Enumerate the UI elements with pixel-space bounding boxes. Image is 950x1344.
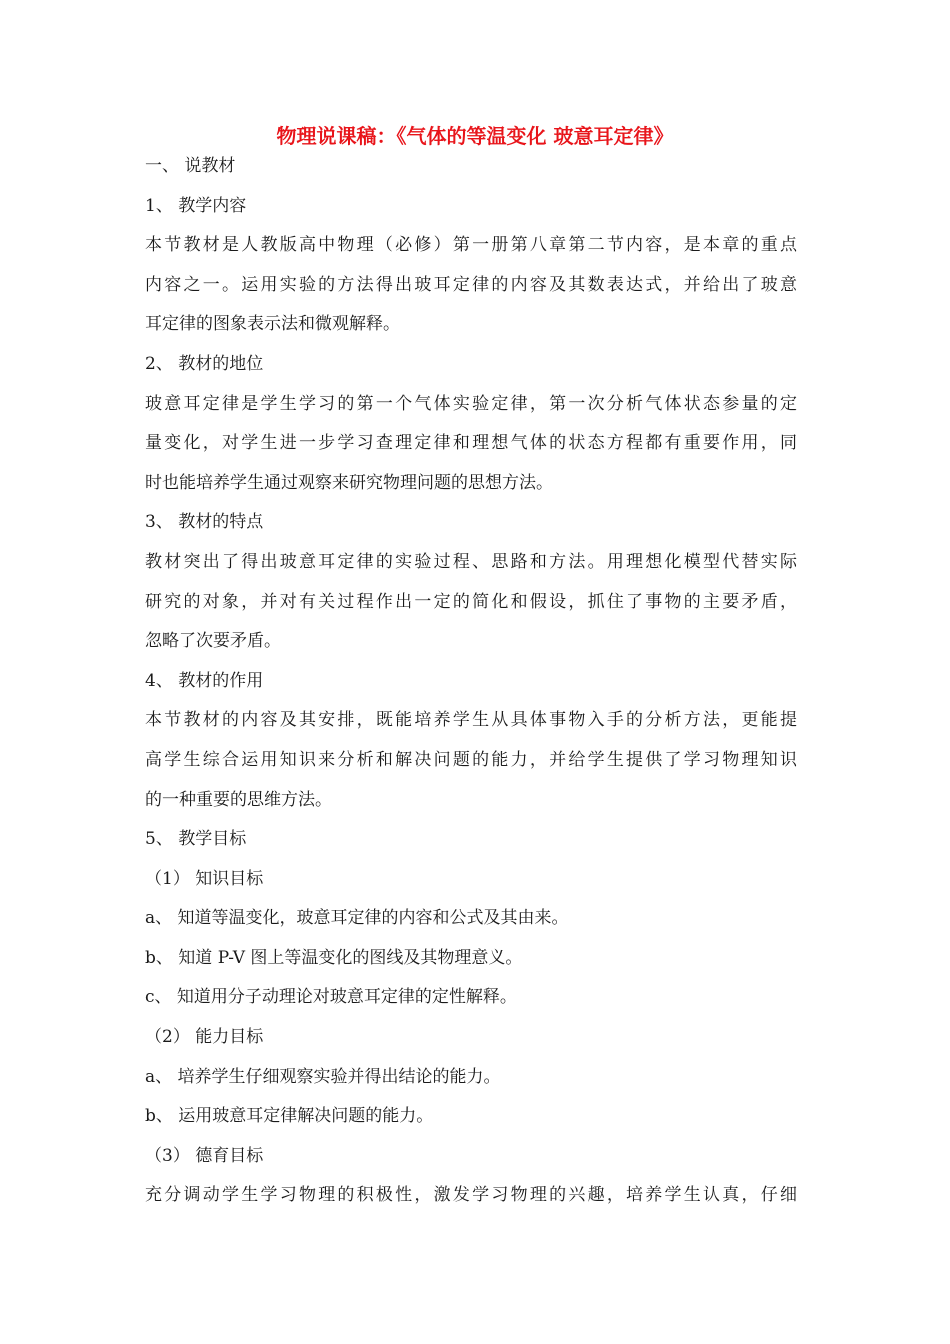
objective-item: c、 知道用分子动理论对玻意耳定律的定性解释。 [145,987,517,1008]
objective-item: a、 知道等温变化，玻意耳定律的内容和公式及其由来。 [145,908,569,929]
paragraph-line: 教材突出了得出玻意耳定律的实验过程、思路和方法。用理想化模型代替实际 [145,551,797,572]
paragraph-line: 量变化，对学生进一步学习查理定律和理想气体的状态方程都有重要作用，同 [145,433,797,454]
document-title: 物理说课稿：《气体的等温变化 玻意耳定律》 [276,124,674,148]
subsection-heading: 3、 教材的特点 [145,512,264,533]
objective-heading: （1） 知识目标 [145,868,264,889]
paragraph-line: 忽略了次要矛盾。 [145,631,281,652]
paragraph-line: 本节教材是人教版高中物理（必修）第一册第八章第二节内容，是本章的重点 [145,235,797,256]
subsection-heading: 4、 教材的作用 [145,670,264,691]
paragraph-line: 玻意耳定律是学生学习的第一个气体实验定律，第一次分析气体状态参量的定 [145,393,797,414]
objective-item: b、 知道 P-V 图上等温变化的图线及其物理意义。 [145,947,523,968]
paragraph-line: 的一种重要的思维方法。 [145,789,332,810]
section-heading: 一、 说教材 [145,156,236,176]
paragraph-line: 高学生综合运用知识来分析和解决问题的能力，并给学生提供了学习物理知识 [145,749,797,770]
subsection-heading: 1、 教学内容 [145,195,247,216]
document-body [145,147,797,1216]
paragraph-line: 研究的对象，并对有关过程作出一定的简化和假设，抓住了事物的主要矛盾， [145,591,797,612]
paragraph-line: 时也能培养学生通过观察来研究物理问题的思想方法。 [145,472,553,493]
subsection-heading: 2、 教材的地位 [145,353,264,374]
paragraph-line: 耳定律的图象表示法和微观解释。 [145,314,400,335]
objective-item: b、 运用玻意耳定律解决问题的能力。 [145,1106,434,1127]
paragraph-line: 充分调动学生学习物理的积极性，激发学习物理的兴趣，培养学生认真，仔细 [145,1185,797,1206]
objective-item: a、 培养学生仔细观察实验并得出结论的能力。 [145,1066,501,1087]
objective-heading: （3） 德育目标 [145,1145,264,1166]
paragraph-line: 本节教材的内容及其安排，既能培养学生从具体事物入手的分析方法，更能提 [145,710,797,731]
subsection-heading: 5、 教学目标 [145,829,247,850]
paragraph-line: 内容之一。运用实验的方法得出玻耳定律的内容及其数表达式，并给出了玻意 [145,274,797,295]
objective-heading: （2） 能力目标 [145,1027,264,1048]
